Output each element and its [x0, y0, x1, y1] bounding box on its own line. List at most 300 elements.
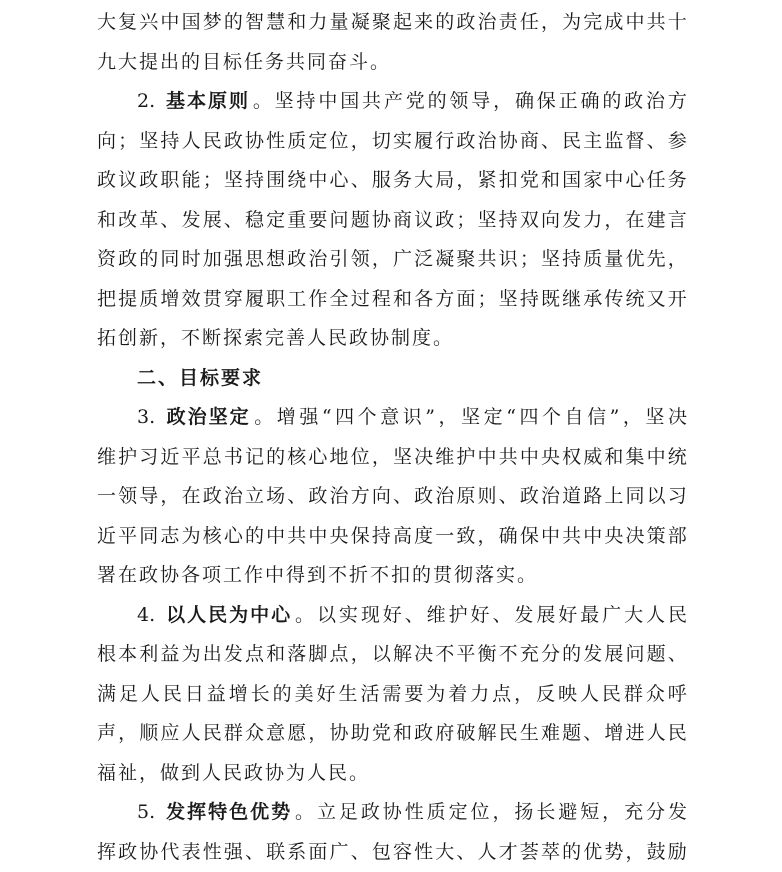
- text-char: 为: [181, 643, 201, 665]
- text-char: 、: [223, 208, 243, 231]
- text-char: 信: [587, 406, 607, 428]
- text-char: 革: [139, 208, 159, 231]
- text-char: 坚: [498, 287, 518, 310]
- text-char: 本: [118, 643, 138, 665]
- text-char: 点: [492, 682, 512, 705]
- text-char: 和: [266, 643, 286, 665]
- text-char: 持: [296, 90, 316, 112]
- text-char: 效: [181, 287, 201, 310]
- text-char: ，: [493, 90, 513, 112]
- text-char: 民: [667, 722, 687, 744]
- text-char: 协: [382, 801, 402, 823]
- text-char: 记: [244, 445, 264, 468]
- text-char: 方: [667, 90, 687, 112]
- text-char: 政: [414, 485, 434, 507]
- text-char: “: [506, 406, 516, 428]
- text-char: 任: [646, 169, 666, 191]
- item-lead-title: 政治坚定: [166, 406, 251, 428]
- text-char: 联: [266, 840, 286, 863]
- text-char: 央: [540, 445, 560, 468]
- text-char: 坚: [223, 169, 243, 191]
- text-char: 为: [426, 682, 446, 705]
- paragraph-last-line: 拓创新，不断探索完善人民政协制度。: [97, 327, 455, 349]
- text-char: 、: [404, 603, 424, 626]
- text-char: 全: [329, 287, 349, 310]
- paragraph-line: [97, 674, 687, 714]
- text-char: 近: [97, 524, 117, 547]
- text-char: 长: [536, 801, 556, 823]
- text-char: ，: [602, 801, 622, 823]
- text-char: 发: [181, 208, 201, 231]
- text-char: 平: [181, 445, 201, 468]
- text-char: 来: [414, 11, 434, 33]
- text-char: 充: [624, 801, 644, 823]
- text-char: 。: [254, 406, 274, 428]
- text-char: 应: [160, 722, 180, 744]
- text-char: 难: [540, 722, 560, 744]
- text-char: 传: [604, 287, 624, 310]
- text-char: 坚: [392, 445, 412, 468]
- text-char: 护: [118, 445, 138, 468]
- text-char: 决: [625, 524, 645, 547]
- text-char: 人: [140, 682, 160, 705]
- text-char: 各: [414, 287, 434, 310]
- text-char: 映: [558, 682, 578, 705]
- text-char: 平: [456, 643, 476, 665]
- text-char: ，: [492, 801, 512, 823]
- text-char: 治: [477, 11, 497, 33]
- text-char: 面: [308, 840, 328, 863]
- text-char: 威: [583, 445, 603, 468]
- paragraph-line: [97, 279, 687, 319]
- text-char: 坚: [139, 129, 159, 152]
- text-char: 政: [223, 129, 243, 152]
- text-char: 政: [456, 129, 476, 152]
- text-char: 质: [583, 248, 603, 270]
- text-char: 心: [223, 524, 243, 547]
- text-char: 意: [266, 722, 286, 744]
- text-char: 持: [519, 287, 539, 310]
- text-char: 地: [329, 445, 349, 468]
- text-char: 工: [287, 287, 307, 310]
- text-char: ”: [425, 406, 436, 428]
- text-char: 策: [646, 524, 666, 547]
- text-char: 问: [329, 208, 349, 231]
- text-char: 中: [308, 524, 328, 547]
- text-char: 场: [266, 485, 286, 507]
- text-char: 长: [250, 682, 270, 705]
- text-char: 众: [645, 682, 665, 705]
- text-char: 既: [540, 287, 560, 310]
- text-char: 上: [604, 485, 624, 507]
- text-char: ，: [371, 445, 391, 468]
- text-char: 确: [514, 90, 534, 112]
- text-char: 自: [564, 406, 584, 428]
- text-char: 强: [223, 248, 243, 270]
- text-char: 位: [350, 445, 370, 468]
- text-char: 国: [562, 169, 582, 191]
- text-char: 荟: [519, 840, 539, 863]
- text-char: 足: [338, 801, 358, 823]
- text-char: 政: [414, 722, 434, 744]
- text-char: 持: [160, 129, 180, 152]
- text-char: 人: [181, 129, 201, 152]
- text-char: 改: [118, 208, 138, 231]
- paragraph-first-line: [97, 397, 687, 437]
- text-char: 智: [244, 11, 264, 33]
- text-char: 央: [329, 524, 349, 547]
- text-char: ，: [371, 248, 391, 270]
- text-char: 又: [646, 287, 666, 310]
- text-char: 护: [448, 603, 468, 626]
- text-char: 才: [498, 840, 518, 863]
- text-char: 和: [287, 11, 307, 33]
- text-char: 四: [519, 406, 539, 428]
- text-char: 展: [202, 208, 222, 231]
- text-char: 保: [536, 90, 556, 112]
- text-char: 家: [583, 169, 603, 191]
- text-char: 以: [371, 643, 391, 665]
- text-char: 代: [160, 840, 180, 863]
- text-char: 活: [360, 682, 380, 705]
- text-char: 定: [483, 406, 503, 428]
- text-char: 决: [414, 445, 434, 468]
- text-char: 衡: [477, 643, 497, 665]
- text-char: 容: [392, 840, 412, 863]
- paragraph-last-line: 福祉，做到人民政协为人民。: [97, 761, 371, 784]
- text-char: 发: [223, 643, 243, 665]
- text-char: 完: [583, 11, 603, 33]
- text-char: 呼: [667, 682, 687, 705]
- text-char: 核: [202, 524, 222, 547]
- text-char: 中: [519, 445, 539, 468]
- text-char: 治: [435, 485, 455, 507]
- text-char: 助: [350, 722, 370, 744]
- paragraph-line: [97, 2, 687, 42]
- text-char: ，: [456, 169, 476, 191]
- item-number: 4.: [137, 603, 156, 626]
- text-char: 的: [427, 90, 447, 112]
- text-char: 言: [667, 208, 687, 231]
- text-char: 反: [536, 682, 556, 705]
- text-char: 民: [601, 682, 621, 705]
- text-char: 政: [360, 801, 380, 823]
- text-char: 共: [646, 11, 666, 33]
- text-char: 萃: [540, 840, 560, 863]
- text-char: 民: [667, 603, 687, 626]
- text-char: ，: [540, 11, 560, 33]
- text-char: 引: [329, 248, 349, 270]
- paragraph-line: [97, 476, 687, 516]
- text-char: 十: [667, 11, 687, 33]
- text-char: 行: [435, 129, 455, 152]
- item-lead-title: 发挥特色优势: [166, 801, 293, 823]
- text-char: 、: [160, 208, 180, 231]
- text-char: 提: [118, 287, 138, 310]
- text-char: 持: [371, 524, 391, 547]
- text-char: 群: [623, 682, 643, 705]
- text-char: 继: [562, 287, 582, 310]
- text-char: 力: [308, 11, 328, 33]
- text-char: 国: [181, 11, 201, 33]
- text-char: 稳: [244, 208, 264, 231]
- item-number: 5.: [137, 801, 156, 823]
- text-char: 过: [350, 287, 370, 310]
- text-char: 立: [244, 485, 264, 507]
- text-char: 一: [97, 485, 117, 507]
- text-char: 人: [477, 840, 497, 863]
- text-char: 商: [392, 208, 412, 231]
- text-char: 扣: [498, 169, 518, 191]
- text-char: 把: [97, 287, 117, 310]
- text-char: ；: [202, 169, 222, 191]
- text-char: 共: [477, 248, 497, 270]
- text-char: 务: [392, 169, 412, 191]
- text-char: 好: [470, 603, 490, 626]
- paragraph-line: [97, 437, 687, 477]
- text-char: 导: [139, 485, 159, 507]
- text-char: 出: [202, 643, 222, 665]
- text-char: 、: [350, 169, 370, 191]
- text-char: 足: [118, 682, 138, 705]
- text-char: 治: [329, 485, 349, 507]
- text-char: 开: [667, 287, 687, 310]
- text-char: ；: [519, 248, 539, 270]
- text-char: 的: [139, 248, 159, 270]
- text-char: 中: [540, 524, 560, 547]
- text-char: 问: [625, 643, 645, 665]
- text-char: 中: [583, 524, 603, 547]
- text-char: 性: [404, 801, 424, 823]
- text-char: 商: [519, 129, 539, 152]
- text-char: 声: [97, 722, 117, 744]
- text-char: 府: [435, 722, 455, 744]
- text-char: 建: [646, 208, 666, 231]
- text-char: 中: [318, 90, 338, 112]
- paragraph-line: [97, 832, 687, 872]
- text-char: 决: [414, 643, 434, 665]
- text-char: 中: [625, 11, 645, 33]
- text-char: 心: [625, 169, 645, 191]
- text-char: 性: [266, 129, 286, 152]
- text-char: 政: [308, 485, 328, 507]
- text-char: 坚: [461, 406, 481, 428]
- text-char: 起: [392, 11, 412, 33]
- text-char: 根: [97, 643, 117, 665]
- text-char: 势: [604, 840, 624, 863]
- text-char: 平: [118, 524, 138, 547]
- item-number: 2.: [137, 90, 156, 112]
- text-char: 个: [357, 406, 377, 428]
- text-char: 量: [329, 11, 349, 33]
- text-char: 需: [382, 682, 402, 705]
- text-char: 维: [97, 445, 117, 468]
- text-char: 题: [646, 643, 666, 665]
- text-char: 持: [562, 248, 582, 270]
- text-char: 点: [329, 643, 349, 665]
- text-char: 题: [562, 722, 582, 744]
- text-char: 兴: [139, 11, 159, 33]
- text-char: 、: [498, 485, 518, 507]
- text-char: 利: [139, 643, 159, 665]
- text-char: 点: [244, 643, 264, 665]
- text-char: 先: [646, 248, 666, 270]
- text-char: 不: [435, 643, 455, 665]
- text-char: 志: [160, 524, 180, 547]
- text-char: 权: [562, 445, 582, 468]
- paragraph-first-line: [97, 81, 687, 121]
- text-char: 一: [435, 524, 455, 547]
- text-char: 慧: [266, 11, 286, 33]
- text-char: 泛: [414, 248, 434, 270]
- text-char: 实: [338, 603, 358, 626]
- text-char: 路: [583, 485, 603, 507]
- text-char: 优: [583, 840, 603, 863]
- text-char: 协: [498, 129, 518, 152]
- text-char: 大: [624, 603, 644, 626]
- text-char: 服: [371, 169, 391, 191]
- text-char: 双: [519, 208, 539, 231]
- text-char: 的: [272, 682, 292, 705]
- text-char: 护: [456, 445, 476, 468]
- text-char: 广: [602, 603, 622, 626]
- text-char: 。: [295, 603, 315, 626]
- text-char: 贯: [202, 287, 222, 310]
- text-char: 领: [350, 248, 370, 270]
- text-char: 和: [392, 722, 412, 744]
- text-char: 的: [602, 90, 622, 112]
- text-char: 坚: [274, 90, 294, 112]
- text-char: 不: [498, 643, 518, 665]
- text-char: 政: [624, 90, 644, 112]
- text-char: 广: [392, 248, 412, 270]
- text-char: 、: [456, 840, 476, 863]
- text-char: 务: [667, 169, 687, 191]
- text-char: ；: [456, 208, 476, 231]
- text-char: 在: [625, 208, 645, 231]
- text-char: 满: [97, 682, 117, 705]
- text-char: 好: [316, 682, 336, 705]
- text-char: 识: [402, 406, 422, 428]
- text-char: 中: [604, 169, 624, 191]
- text-char: 位: [329, 129, 349, 152]
- text-char: 统: [667, 445, 687, 468]
- text-char: 核: [287, 445, 307, 468]
- text-char: 政: [97, 169, 117, 191]
- text-char: 定: [266, 208, 286, 231]
- text-char: 发: [562, 208, 582, 231]
- text-char: 的: [223, 11, 243, 33]
- text-char: 题: [350, 208, 370, 231]
- text-char: 成: [604, 11, 624, 33]
- text-char: 优: [625, 248, 645, 270]
- text-char: 政: [519, 485, 539, 507]
- text-char: 避: [558, 801, 578, 823]
- text-char: ，: [477, 524, 497, 547]
- text-char: 展: [536, 603, 556, 626]
- text-char: 程: [371, 287, 391, 310]
- text-char: 四: [335, 406, 355, 428]
- text-char: 坚: [645, 406, 665, 428]
- text-char: 加: [202, 248, 222, 270]
- text-char: 、: [667, 643, 687, 665]
- text-char: 力: [470, 682, 490, 705]
- text-char: 中: [477, 445, 497, 468]
- text-char: 协: [329, 722, 349, 744]
- text-char: 向: [371, 485, 391, 507]
- text-char: 脚: [308, 643, 328, 665]
- text-char: 位: [470, 801, 490, 823]
- text-char: 短: [580, 801, 600, 823]
- text-char: 凝: [350, 11, 370, 33]
- text-char: 习: [667, 485, 687, 507]
- text-char: 集: [625, 445, 645, 468]
- text-char: ，: [604, 208, 624, 231]
- text-char: 广: [329, 840, 349, 863]
- text-char: 和: [540, 169, 560, 191]
- text-char: 导: [471, 90, 491, 112]
- text-char: 领: [449, 90, 469, 112]
- text-char: 资: [97, 248, 117, 270]
- text-char: 众: [244, 722, 264, 744]
- text-char: 。: [295, 801, 315, 823]
- text-char: ，: [625, 840, 645, 863]
- text-char: 总: [202, 445, 222, 468]
- text-char: 解: [392, 643, 412, 665]
- text-char: ，: [438, 406, 458, 428]
- text-char: 政: [456, 11, 476, 33]
- text-char: 、: [392, 485, 412, 507]
- text-char: 量: [604, 248, 624, 270]
- text-char: 协: [244, 129, 264, 152]
- text-char: 着: [448, 682, 468, 705]
- text-char: 职: [266, 287, 286, 310]
- text-char: 聚: [371, 11, 391, 33]
- text-char: 坚: [540, 248, 560, 270]
- text-char: 质: [139, 287, 159, 310]
- text-char: 要: [404, 682, 424, 705]
- text-char: 大: [97, 11, 117, 33]
- text-char: 愿: [287, 722, 307, 744]
- text-char: 的: [244, 524, 264, 547]
- text-char: 和: [604, 445, 624, 468]
- text-char: 人: [646, 603, 666, 626]
- text-char: 励: [667, 840, 687, 863]
- text-char: 政: [287, 248, 307, 270]
- text-char: 质: [287, 129, 307, 152]
- text-char: 向: [97, 129, 117, 152]
- item-lead-title: 以人民为中心: [166, 603, 293, 626]
- paragraph-first-line: [97, 595, 687, 635]
- text-char: 益: [160, 643, 180, 665]
- text-char: 正: [558, 90, 578, 112]
- section-heading: 二、目标要求: [137, 366, 264, 389]
- text-char: 参: [667, 129, 687, 152]
- text-char: 领: [118, 485, 138, 507]
- text-char: 人: [579, 682, 599, 705]
- text-char: 的: [562, 643, 582, 665]
- text-char: 好: [382, 603, 402, 626]
- text-char: 增: [604, 722, 624, 744]
- item-lead-title: 基本原则: [165, 90, 250, 112]
- text-char: 思: [244, 248, 264, 270]
- text-char: 同: [160, 248, 180, 270]
- text-char: 美: [294, 682, 314, 705]
- text-char: ，: [160, 485, 180, 507]
- text-char: 绕: [287, 169, 307, 191]
- text-char: 民: [498, 722, 518, 744]
- text-char: 系: [287, 840, 307, 863]
